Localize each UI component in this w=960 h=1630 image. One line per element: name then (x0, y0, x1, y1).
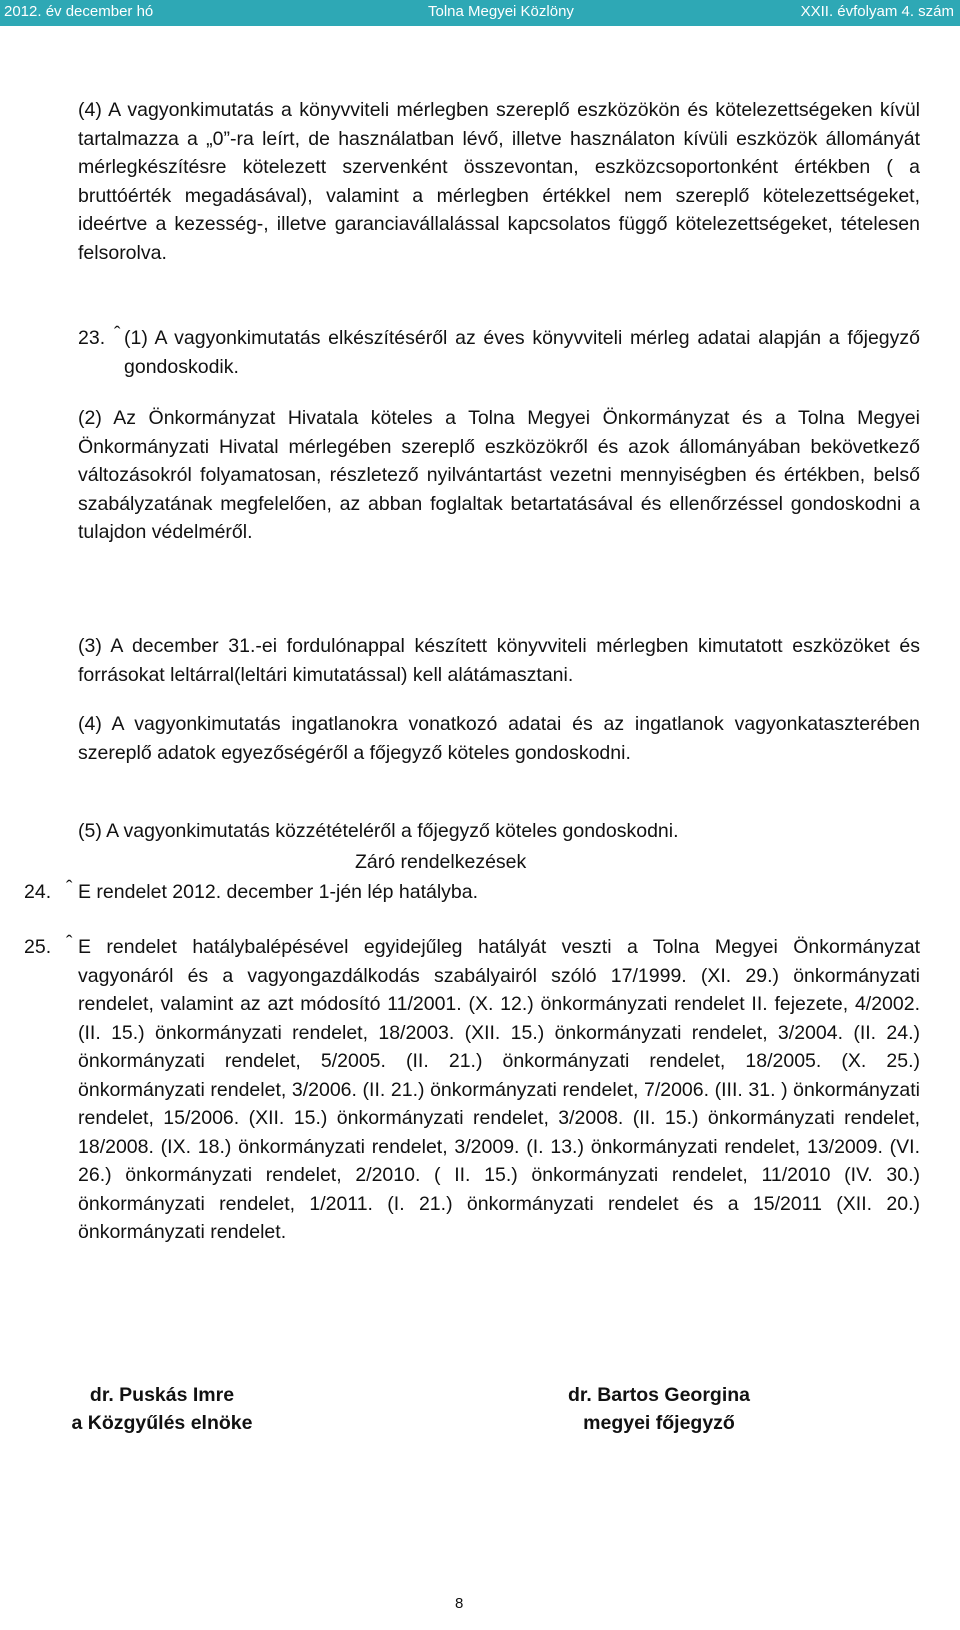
section-number-25: 25. (24, 936, 52, 958)
paragraph-24: E rendelet 2012. december 1-jén lép hatályba. (78, 881, 479, 903)
header-journal-title: Tolna Megyei Közlöny (428, 3, 574, 20)
header-volume: XXII. évfolyam 4. szám (800, 3, 954, 20)
header-date: 2012. év december hó (4, 3, 154, 20)
tick-mark-icon: ˆ (66, 932, 73, 954)
closing-provisions-heading: Záró rendelkezések (355, 851, 527, 873)
signatory-title: megyei főjegyző (583, 1412, 735, 1434)
page-header (0, 0, 960, 26)
section-number-23: 23. (78, 327, 106, 349)
paragraph-23-3: (3) A december 31.-ei fordulónappal készített könyvviteli mérlegben kimutatott eszközöket és forrásokat leltárral(leltári kimutatással) kell alátámasztani. (78, 635, 920, 686)
signatory-name: dr. Bartos Georgina (567, 1384, 751, 1406)
section-number-24: 24. (24, 881, 52, 903)
tick-mark-icon: ˆ (114, 323, 121, 345)
page-number: 8 (455, 1595, 464, 1612)
paragraph-23-4: (4) A vagyonkimutatás ingatlanokra vonatkozó adatai és az ingatlanok vagyonkataszterében szereplő adatok egyezőségéről a főjegyző köteles gondoskodni. (78, 713, 920, 764)
paragraph-23-2: (2) Az Önkormányzat Hivatala köteles a Tolna Megyei Önkormányzat és a Tolna Megyei Önkormányzati Hivatal mérlegében szereplő eszközökről és azok állományában bekövetkező változásokról folyamatosan, részletező nyilvántartást vezetni mennyiségben és értékben, belső szabályzatának megfelelően, az abban foglaltak betartatásával és ellenőrzéssel gondoskodni a tulajdon védelméről. (78, 407, 920, 543)
signature-right (528, 1381, 790, 1437)
paragraph-23-1: (1) A vagyonkimutatás elkészítéséről az éves könyvviteli mérleg adatai alapján a főjegyző gondoskodik. (124, 327, 920, 378)
paragraph-22-4: (4) A vagyonkimutatás a könyvviteli mérlegben szereplő eszközökön és kötelezettségeken kívül tartalmazza a „0”-ra leírt, de használatban lévő, illetve használaton kívüli eszközök állományát mérlegkészítésre kötelezett szervenként összevontan, eszközcsoportonként értékben ( a bruttóérték megadásával), valamint a mérlegben értékkel nem szereplő kötelezettségeket, ideértve a kezesség-, illetve garanciavállalással kapcsolatos függő kötelezettségeket, tételesen felsorolva. (78, 99, 920, 264)
signatory-title: a Közgyűlés elnöke (71, 1412, 253, 1434)
paragraph-25: E rendelet hatálybalépésével egyidejűleg hatályát veszti a Tolna Megyei Önkormányzat vagyonáról és a vagyongazdálkodás szabályairól szóló 17/1999. (XI. 29.) önkormányzati rendelet, valamint az azt módosító 11/2001. (X. 12.) önkormányzati rendelet II. fejezete, 4/2002. (II. 15.) önkormányzati rendelet, 18/2003. (XII. 15.) önkormányzati rendelet, 3/2004. (II. 24.) önkormányzati rendelet, 5/2005. (II. 21.) önkormányzati rendelet, 18/2005. (X. 25.) önkormányzati rendelet, 3/2006. (II. 21.) önkormányzati rendelet, 7/2006. (III. 31. ) önkormányzati rendelet, 15/2006. (XII. 15.) önkormányzati rendelet, 3/2008. (II. 15.) önkormányzati rendelet, 18/2008. (IX. 18.) önkormányzati rendelet, 3/2009. (I. 13.) önkormányzati rendelet, 13/2009. (VI. 26.) önkormányzati rendelet, 2/2010. ( II. 15.) önkormányzati rendelet, 11/2010 (IV. 30.) önkormányzati rendelet, 1/2011. (I. 21.) önkormányzati rendelet és a 15/2011 (XII. 20.) önkormányzati rendelet. (78, 936, 920, 1243)
signature-left (24, 1381, 300, 1437)
tick-mark-icon: ˆ (66, 877, 73, 899)
signatory-name: dr. Puskás Imre (89, 1384, 235, 1406)
paragraph-23-5: (5) A vagyonkimutatás közzétételéről a főjegyző köteles gondoskodni. (78, 820, 679, 842)
